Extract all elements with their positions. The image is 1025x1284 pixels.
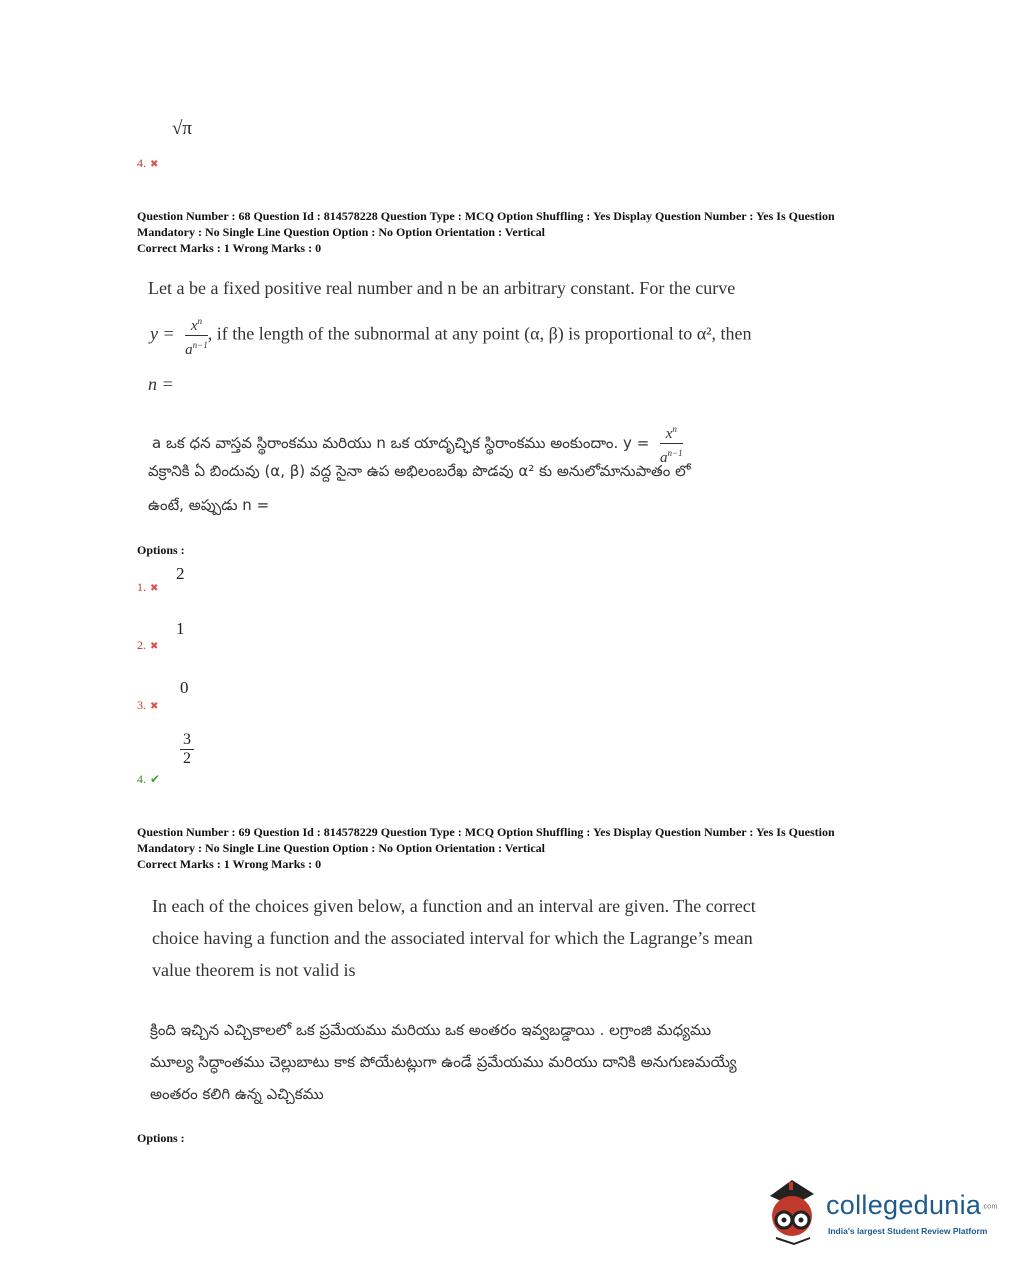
wrong-icon: ✖ [150,641,159,652]
q68-option-3-value: 0 [180,678,189,697]
q68-english-line3: n = [148,374,174,394]
option-number: 2. [137,638,146,652]
q68-option-4-value [180,731,194,768]
q68-frac-den-sup: n−1 [192,340,208,350]
q68-te-frac-num: x [665,426,673,442]
q68-option-4[interactable] [137,770,160,788]
option-number: 1. [137,580,146,594]
q69-telugu-line3: అంతరం కలిగి ఉన్న ఎచ్చికము [150,1085,324,1103]
q69-telugu [150,1014,850,1110]
q69-meta-line2: Mandatory : No Single Line Question Option : No Option Orientation : Vertical [137,841,546,855]
q68-te-frac-den: a [660,450,668,466]
option-4-denominator: 2 [183,750,191,767]
q68-fraction [185,312,208,359]
q68-options-label: Options : [137,543,185,557]
q68-meta [137,208,897,256]
q69-english-line1: In each of the choices given below, a function and an interval are given. The correct [152,896,756,916]
collegedunia-logo[interactable] [762,1176,1002,1246]
prev-option-number: 4. [137,156,146,170]
q69-english [152,890,852,986]
q68-te-frac-den-sup: n−1 [667,448,683,458]
correct-check-icon: ✔ [150,772,161,786]
q69-options-label: Options : [137,1131,185,1145]
q68-meta-line2: Mandatory : No Single Line Question Option : No Option Orientation : Vertical [137,225,546,239]
q69-telugu-line1: క్రింది ఇచ్చిన ఎచ్చికాలలో ఒక ప్రమేయము మరియు ఒక అంతరం ఇవ్వబడ్డాయి . లగ్రాంజి మధ్యము [150,1021,712,1039]
q69-meta [137,824,897,872]
q68-telugu-fraction [660,420,683,467]
mascot-icon [762,1176,824,1246]
option-number: 3. [137,698,146,712]
q68-line2-rest: , if the length of the subnormal at any point (α, β) is proportional to α², then [207,323,752,344]
q68-english-line2 [150,312,850,359]
q68-telugu-line1 [152,420,852,467]
prev-option-value: √π [172,118,193,139]
q68-telugu-line3: ఉంటే, అప్పుడు n = [148,496,270,514]
option-number: 4. [137,772,146,786]
wrong-icon: ✖ [150,701,159,712]
q68-meta-line3: Correct Marks : 1 Wrong Marks : 0 [137,241,322,255]
q69-english-line2: choice having a function and the associated interval for which the Lagrange’s mean [152,928,753,948]
q69-english-line3: value theorem is not valid is [152,960,356,980]
q68-telugu-line1-text: a ఒక ధన వాస్తవ స్థిరాంకము మరియు n ఒక యాదృచ్ఛిక స్థిరాంకము అంకుందాం. y = [152,434,650,452]
logo-brand: collegedunia [826,1190,982,1220]
q68-option-1-value: 2 [176,564,185,583]
logo-suffix: .com [981,1203,998,1211]
q68-meta-line1: Question Number : 68 Question Id : 814578228 Question Type : MCQ Option Shuffling : Yes Display Question Number : Yes Is Question [137,209,835,223]
q68-te-frac-num-sup: n [672,424,677,434]
q69-telugu-line2: మూల్య సిద్ధాంతము చెల్లుబాటు కాక పోయేటట్లుగా ఉండే ప్రమేయము మరియు దానికి అనుగుణమయ్యే [150,1053,737,1071]
q68-frac-den: a [185,342,193,358]
q68-option-3[interactable] [137,696,158,714]
q69-meta-line1: Question Number : 69 Question Id : 814578229 Question Type : MCQ Option Shuffling : Yes Display Question Number : Yes Is Question [137,825,835,839]
q68-english-line1: Let a be a fixed positive real number and n be an arbitrary constant. For the curve [148,278,736,298]
q68-frac-num-sup: n [197,316,203,326]
q68-option-2-value: 1 [176,619,185,638]
wrong-icon: ✖ [150,583,159,594]
wrong-icon: ✖ [150,159,159,170]
q69-meta-line3: Correct Marks : 1 Wrong Marks : 0 [137,857,322,871]
q68-option-2[interactable] [137,636,158,654]
q68-option-1[interactable] [137,578,158,596]
logo-tagline: India's largest Student Review Platform [828,1226,988,1236]
q68-y-eq: y = [150,323,175,344]
q68-frac-num: x [190,318,198,334]
prev-option-row [137,154,158,172]
option-4-numerator: 3 [180,731,194,750]
q68-telugu-line2: వక్రానికి ఏ బిందువు (α, β) వద్ద సైనా ఉప అభిలంబరేఖ పొడవు α² కు అనులోమానుపాతం లో [148,462,691,480]
